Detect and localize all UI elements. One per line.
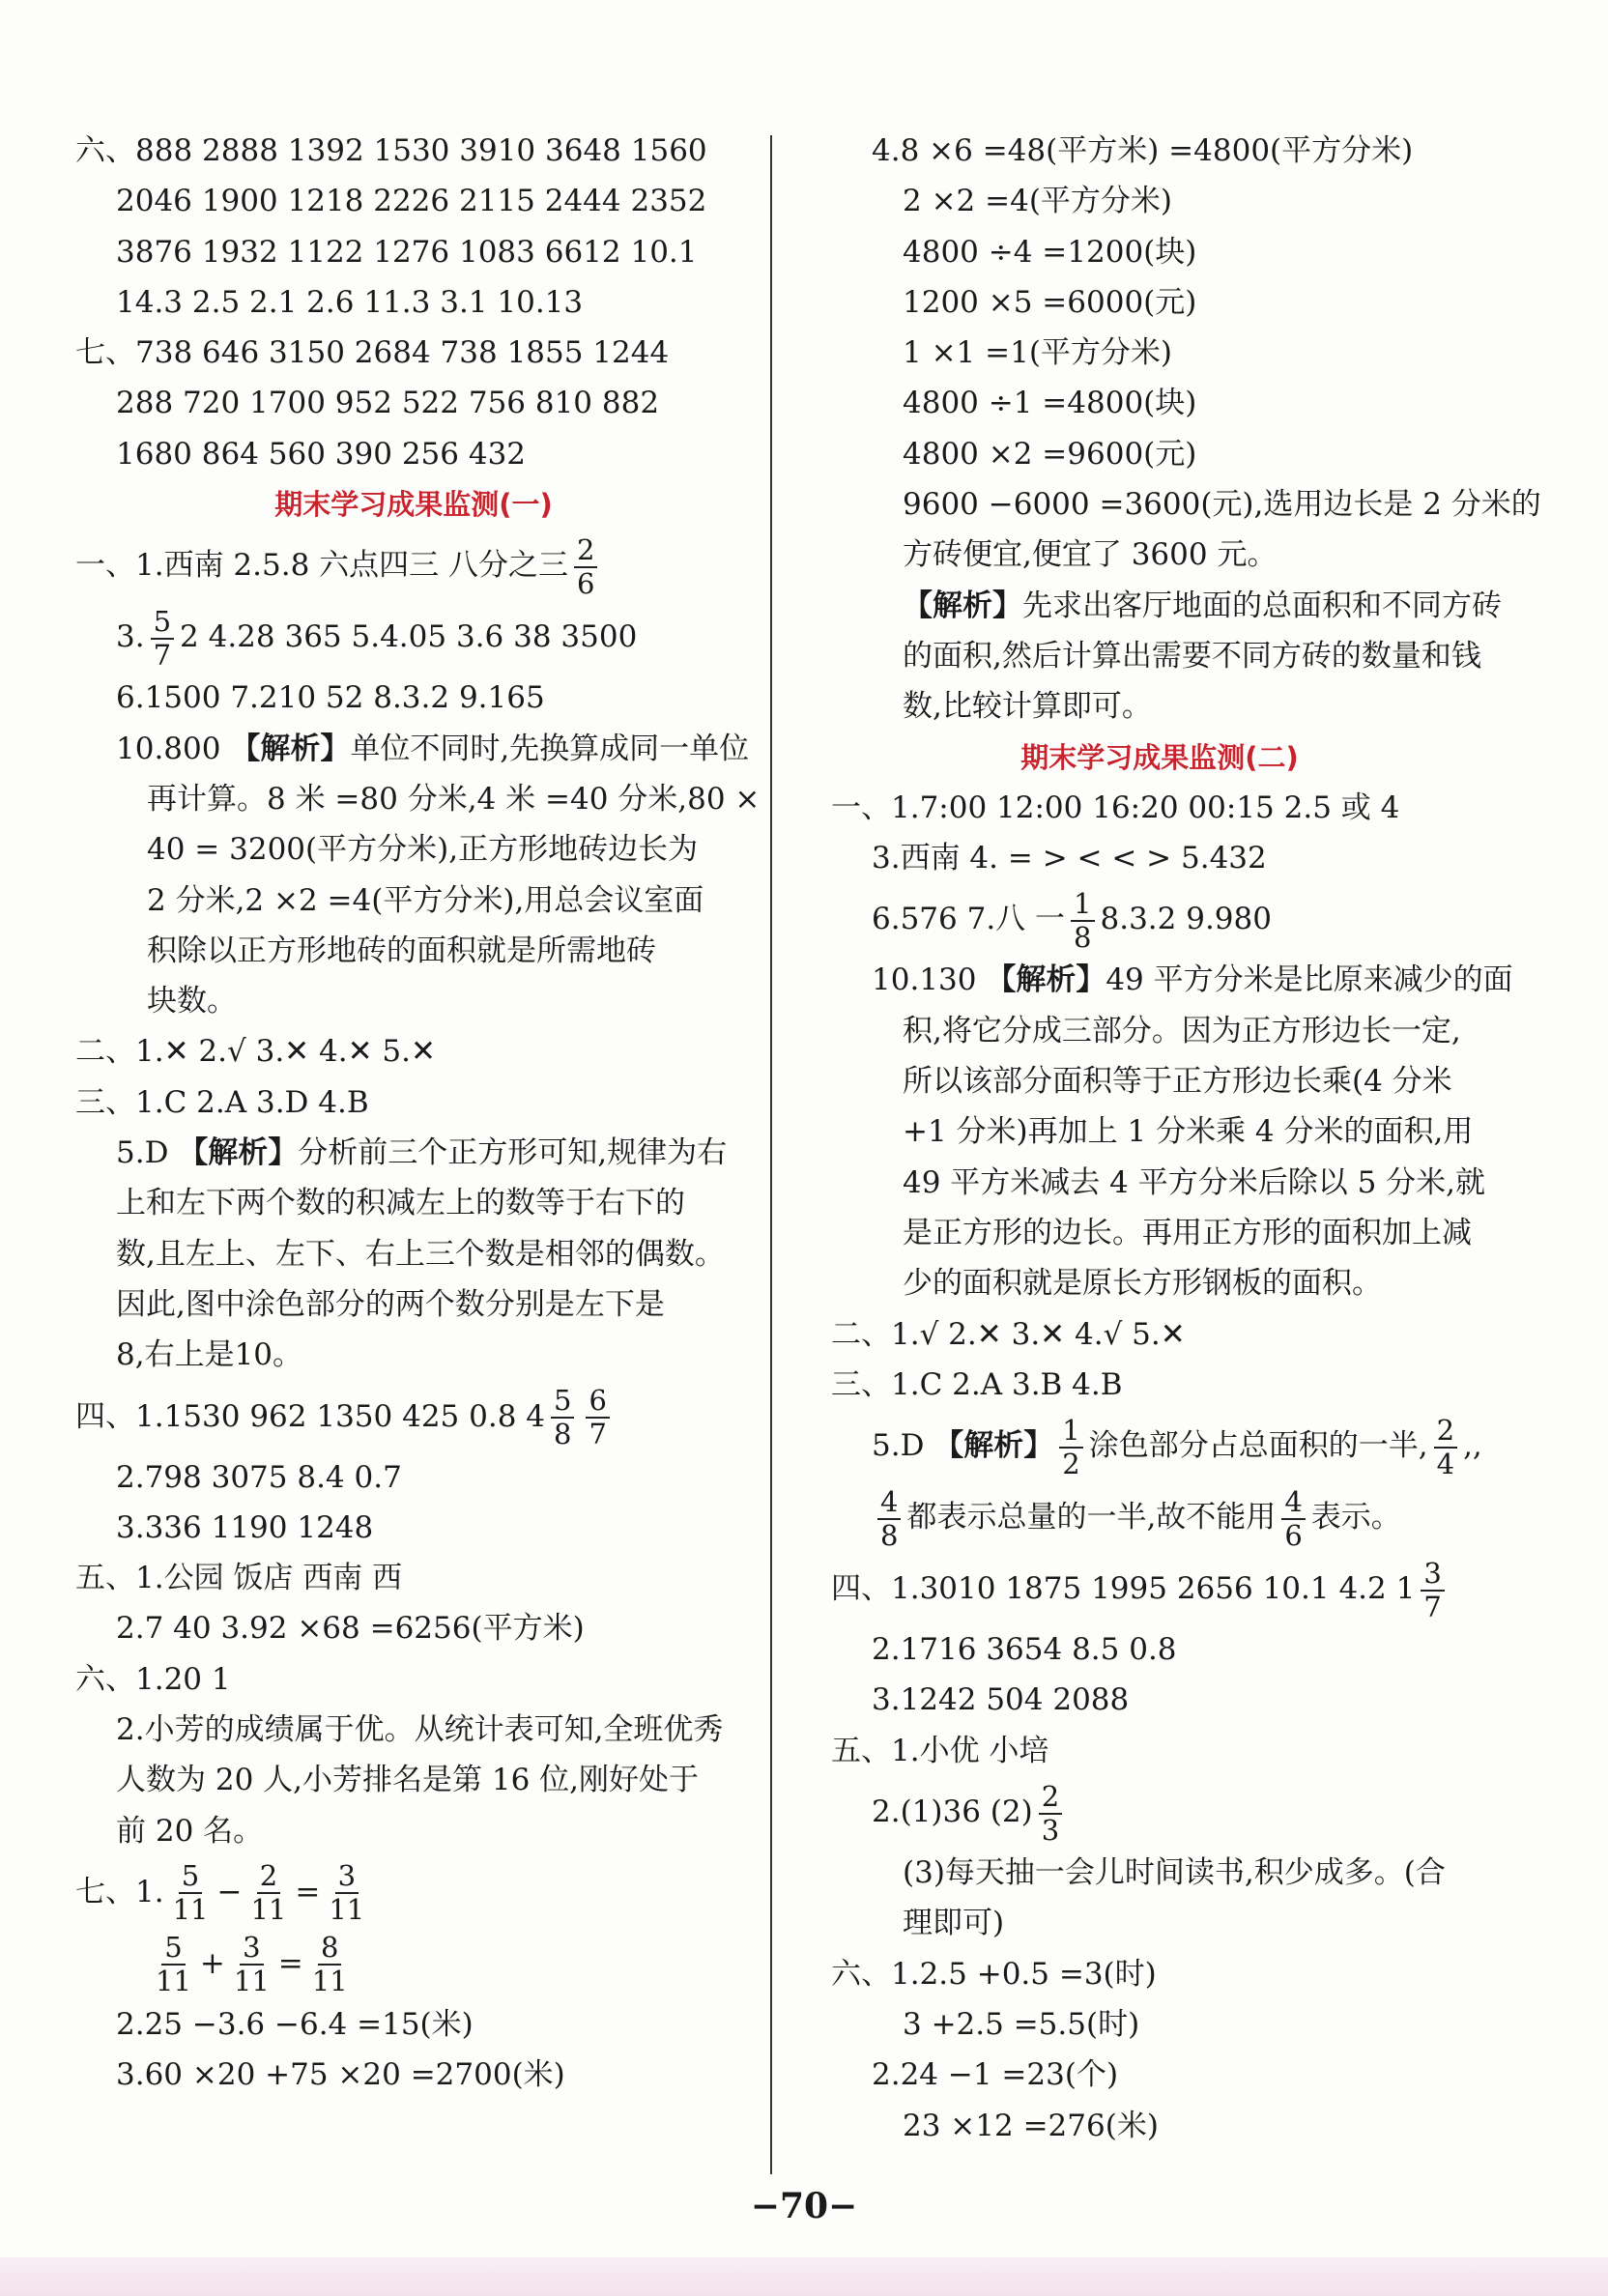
answer-line xyxy=(75,1603,752,1653)
answer-line xyxy=(75,1128,752,1178)
answer-line xyxy=(831,277,1488,328)
numerator: 2 xyxy=(1434,1417,1457,1449)
fraction xyxy=(153,1931,194,1998)
fraction xyxy=(1434,1413,1457,1480)
answer-line xyxy=(75,926,752,976)
answer-text: 5.D xyxy=(116,1135,179,1171)
answer-text: 8.3.2 9.980 xyxy=(1100,902,1272,937)
denominator: 11 xyxy=(311,1965,348,1998)
numerator: 5 xyxy=(161,1934,185,1966)
answer-text: 六、1.20 1 xyxy=(75,1661,231,1697)
answer-text: 14.3 2.5 2.1 2.6 11.3 3.1 10.13 xyxy=(116,284,584,320)
denominator: 11 xyxy=(250,1893,287,1927)
answer-text: 三、1.C 2.A 3.B 4.B xyxy=(831,1366,1123,1402)
answer-text: 四、1.3010 1875 1995 2656 10.1 4.2 1 xyxy=(831,1571,1416,1607)
bottom-band xyxy=(0,2257,1608,2296)
numerator: 5 xyxy=(179,1862,202,1894)
answer-line xyxy=(831,429,1488,479)
answer-text: 少的面积就是原长方形钢板的面积。 xyxy=(903,1266,1382,1302)
fraction xyxy=(1071,886,1094,954)
answer-text: 1 ×1 =1(平方分米) xyxy=(903,335,1173,371)
answer-text: (3)每天抽一会儿时间读书,积少成多。(合 xyxy=(903,1855,1446,1891)
answer-text: 六、888 2888 1392 1530 3910 3648 1560 xyxy=(75,133,707,168)
answer-text: 数,比较计算即可。 xyxy=(903,689,1152,725)
fraction xyxy=(1059,1413,1082,1480)
answer-line xyxy=(831,1309,1488,1360)
answer-line xyxy=(75,976,752,1026)
answer-line xyxy=(831,227,1488,277)
answer-line xyxy=(831,1898,1488,1948)
answer-text: 2.798 3075 8.4 0.7 xyxy=(116,1459,402,1495)
answer-line xyxy=(831,1848,1488,1898)
page-number: −70− xyxy=(750,2186,858,2226)
answer-line xyxy=(831,1949,1488,1999)
answer-text: 1200 ×5 =6000(元) xyxy=(903,284,1197,320)
fraction xyxy=(1039,1779,1062,1847)
fraction xyxy=(586,1384,609,1451)
answer-text: 3.60 ×20 +75 ×20 =2700(米) xyxy=(116,2057,565,2093)
answer-text: 七、738 646 3150 2684 738 1855 1244 xyxy=(75,335,670,371)
fraction xyxy=(151,604,174,672)
answer-text: 3.西南 4. = > < < > 5.432 xyxy=(872,841,1267,876)
answer-text: 4800 ×2 =9600(元) xyxy=(903,436,1197,472)
answer-text: 二、1.√ 2.✕ 3.✕ 4.√ 5.✕ xyxy=(831,1316,1186,1352)
answer-line xyxy=(75,2050,752,2100)
numerator: 3 xyxy=(240,1934,263,1966)
answer-line xyxy=(75,1330,752,1380)
denominator: 8 xyxy=(880,1518,899,1552)
answer-text: 块数。 xyxy=(147,984,237,1019)
answer-line xyxy=(75,1229,752,1279)
answer-line xyxy=(75,824,752,875)
answer-text: 二、1.✕ 2.√ 3.✕ 4.✕ 5.✕ xyxy=(75,1034,436,1070)
answer-text: 3876 1932 1122 1276 1083 6612 10.1 xyxy=(116,234,698,270)
answer-line xyxy=(831,2101,1488,2151)
answer-text: 6.1500 7.210 52 8.3.2 9.165 xyxy=(116,680,545,716)
answer-text: 人数为 20 人,小芳排名是第 16 位,刚好处于 xyxy=(116,1763,700,1798)
answer-text: 四、1.1530 962 1350 425 0.8 4 xyxy=(75,1398,545,1434)
answer-line xyxy=(75,1077,752,1128)
answer-line xyxy=(831,530,1488,580)
answer-text: 2.1716 3654 8.5 0.8 xyxy=(872,1632,1177,1668)
answer-line xyxy=(75,126,752,176)
answer-line xyxy=(831,681,1488,732)
answer-line xyxy=(831,1208,1488,1258)
answer-line xyxy=(75,1999,752,2050)
answer-text: 4.8 ×6 =48(平方米) =4800(平方分米) xyxy=(872,133,1414,168)
answer-text: = xyxy=(277,1945,303,1981)
answer-text: 理即可) xyxy=(903,1906,1005,1941)
analysis-tag: 【解析】 xyxy=(230,731,351,766)
denominator: 7 xyxy=(153,638,172,672)
analysis-tag: 【解析】 xyxy=(178,1135,299,1171)
section-heading: 期末学习成果监测(一) xyxy=(274,488,553,522)
answer-text: 一、1.7:00 12:00 16:20 00:15 2.5 或 4 xyxy=(831,789,1400,825)
answer-text: 表示。 xyxy=(1310,1500,1401,1535)
answer-line xyxy=(75,429,752,479)
answer-text: 一、1.西南 2.5.8 六点四三 八分之三 xyxy=(75,548,569,584)
answer-text: 8,右上是10。 xyxy=(116,1337,303,1373)
answer-line xyxy=(831,1481,1488,1553)
answer-line xyxy=(75,176,752,226)
answer-line xyxy=(831,833,1488,883)
answer-text: 单位不同时,先换算成同一单位 xyxy=(350,731,750,766)
answer-line xyxy=(75,1026,752,1076)
answer-line xyxy=(831,1258,1488,1308)
answer-text: 前 20 名。 xyxy=(116,1813,264,1849)
answer-text: 都表示总量的一半,故不能用 xyxy=(906,1500,1277,1535)
denominator: 7 xyxy=(1423,1590,1442,1623)
answer-line xyxy=(75,1856,752,1928)
answer-text: 3. xyxy=(116,619,145,655)
answer-line xyxy=(831,883,1488,955)
answer-line xyxy=(831,1006,1488,1056)
answer-text: 三、1.C 2.A 3.D 4.B xyxy=(75,1084,369,1120)
answer-text: 3 +2.5 =5.5(时) xyxy=(903,2006,1140,2042)
answer-text: 数,且左上、左下、右上三个数是相邻的偶数。 xyxy=(116,1236,725,1272)
answer-text: 方砖便宜,便宜了 3600 元。 xyxy=(903,537,1278,573)
answer-line xyxy=(75,1705,752,1755)
answer-line xyxy=(75,1503,752,1553)
numerator: 5 xyxy=(151,608,174,640)
answer-line xyxy=(831,1410,1488,1481)
denominator: 11 xyxy=(329,1893,365,1927)
answer-line xyxy=(831,1056,1488,1106)
numerator: 2 xyxy=(1039,1783,1062,1815)
answer-text: 五、1.小优 小培 xyxy=(831,1733,1049,1768)
answer-text: 七、1. xyxy=(75,1874,164,1909)
section-heading: 期末学习成果监测(二) xyxy=(1020,740,1299,774)
fraction xyxy=(231,1931,273,1998)
analysis-tag: 【解析】 xyxy=(903,588,1022,623)
denominator: 3 xyxy=(1041,1813,1060,1847)
denominator: 11 xyxy=(156,1965,191,1998)
numerator: 8 xyxy=(318,1934,341,1966)
answer-line xyxy=(831,1776,1488,1848)
answer-line xyxy=(831,1158,1488,1208)
denominator: 8 xyxy=(554,1418,572,1451)
answer-line xyxy=(75,530,752,601)
answer-line xyxy=(75,601,752,673)
answer-text: 2 分米,2 ×2 =4(平方分米),用总会议室面 xyxy=(147,882,704,918)
denominator: 2 xyxy=(1062,1447,1080,1480)
answer-text: + xyxy=(199,1945,225,1981)
answer-text: = xyxy=(295,1874,321,1909)
answer-text: 5.D xyxy=(872,1428,934,1464)
answer-text: 10.130 xyxy=(872,962,987,998)
answer-text: 2.小芳的成绩属于优。从统计表可知,全班优秀 xyxy=(116,1712,724,1748)
answer-line xyxy=(831,1360,1488,1410)
answer-text: 2 ×2 =4(平方分米) xyxy=(903,184,1173,219)
numerator: 2 xyxy=(257,1862,280,1894)
answer-text: 49 平方分米是比原来减少的面 xyxy=(1106,962,1513,998)
denominator: 11 xyxy=(172,1893,209,1927)
answer-text: 2.24 −1 =23(个) xyxy=(872,2057,1119,2093)
numerator: 1 xyxy=(1059,1417,1082,1449)
fraction xyxy=(1281,1484,1305,1552)
answer-text: 49 平方米减去 4 平方分米后除以 5 分米,就 xyxy=(903,1164,1486,1200)
answer-text: 上和左下两个数的积减左上的数等于右下的 xyxy=(116,1186,685,1221)
answer-line xyxy=(831,378,1488,428)
fraction xyxy=(877,1484,901,1552)
answer-line xyxy=(75,1806,752,1856)
answer-text: 的面积,然后计算出需要不同方砖的数量和钱 xyxy=(903,638,1481,674)
answer-line xyxy=(831,1624,1488,1675)
denominator: 7 xyxy=(589,1418,607,1451)
answer-line xyxy=(75,378,752,428)
answer-text: 六、1.2.5 +0.5 =3(时) xyxy=(831,1956,1157,1992)
answer-text: 3.336 1190 1248 xyxy=(116,1509,374,1545)
numerator: 4 xyxy=(877,1488,901,1520)
answer-text: 23 ×12 =276(米) xyxy=(903,2108,1159,2143)
answer-line xyxy=(831,126,1488,176)
answer-text: , xyxy=(1472,1428,1482,1464)
numerator: 5 xyxy=(551,1387,574,1419)
answer-line xyxy=(831,1553,1488,1624)
answer-text: 是正方形的边长。再用正方形的面积加上减 xyxy=(903,1215,1472,1250)
answer-line xyxy=(75,673,752,723)
answer-line xyxy=(75,277,752,328)
answer-text: 4800 ÷1 =4800(块) xyxy=(903,386,1197,421)
answer-text: 4800 ÷4 =1200(块) xyxy=(903,234,1197,270)
fraction xyxy=(326,1859,367,1927)
answer-line xyxy=(831,328,1488,378)
answer-line xyxy=(75,1178,752,1228)
column-divider xyxy=(770,135,772,2174)
answer-line xyxy=(75,875,752,926)
answer-line xyxy=(75,774,761,824)
answer-text: 40 = 3200(平方分米),正方形地砖边长为 xyxy=(147,832,699,868)
denominator: 8 xyxy=(1074,920,1092,954)
answer-line xyxy=(75,1381,752,1452)
denominator: 4 xyxy=(1436,1447,1455,1480)
answer-text: 288 720 1700 952 522 756 810 882 xyxy=(116,386,660,421)
right-answer-column xyxy=(831,126,1541,2151)
fraction xyxy=(170,1859,212,1927)
answer-line xyxy=(75,328,752,378)
numerator: 2 xyxy=(574,536,597,568)
answer-line xyxy=(831,176,1488,226)
analysis-tag: 【解析】 xyxy=(933,1428,1054,1464)
answer-text: 先求出客厅地面的总面积和不同方砖 xyxy=(1022,588,1502,623)
answer-line xyxy=(831,783,1488,833)
numerator: 1 xyxy=(1071,890,1094,922)
answer-line xyxy=(75,227,752,277)
numerator: 4 xyxy=(1281,1488,1305,1520)
answer-text: , xyxy=(1463,1428,1473,1464)
answer-text: 9600 −6000 =3600(元),选用边长是 2 分米的 xyxy=(903,487,1541,523)
answer-line xyxy=(75,1279,752,1330)
numerator: 6 xyxy=(586,1387,609,1419)
answer-line xyxy=(75,1755,752,1805)
numerator: 3 xyxy=(1421,1560,1444,1592)
fraction xyxy=(551,1384,574,1451)
answer-text: 所以该部分面积等于正方形边长乘(4 分米 xyxy=(903,1064,1452,1100)
answer-line xyxy=(831,1726,1488,1776)
answer-line xyxy=(75,1928,752,1999)
denominator: 6 xyxy=(577,566,595,600)
answer-text: 2046 1900 1218 2226 2115 2444 2352 xyxy=(116,184,707,219)
answer-line xyxy=(75,1654,752,1705)
answer-line xyxy=(75,1452,752,1503)
answer-line xyxy=(831,1106,1488,1157)
answer-line xyxy=(831,631,1488,681)
answer-text: 因此,图中涂色部分的两个数分别是左下是 xyxy=(116,1286,665,1322)
answer-text: 6.576 7.八 一 xyxy=(872,902,1066,937)
answer-text: 2.25 −3.6 −6.4 =15(米) xyxy=(116,2006,474,2042)
answer-line xyxy=(831,2050,1488,2100)
answer-text: 积,将它分成三部分。因为正方形边长一定, xyxy=(903,1013,1461,1048)
answer-line xyxy=(831,1999,1488,2050)
answer-text: 2.7 40 3.92 ×68 =6256(平方米) xyxy=(116,1611,585,1647)
answer-line xyxy=(831,581,1502,631)
answer-line xyxy=(75,1553,752,1603)
answer-line xyxy=(831,1675,1488,1725)
fraction xyxy=(247,1859,289,1927)
answer-text: 3.1242 504 2088 xyxy=(872,1682,1130,1718)
denominator: 11 xyxy=(233,1965,270,1998)
answer-text: 积除以正方形地砖的面积就是所需地砖 xyxy=(147,933,656,968)
answer-text: 2.(1)36 (2) xyxy=(872,1794,1033,1830)
answer-line xyxy=(831,479,1541,530)
answer-text: 分析前三个正方形可知,规律为右 xyxy=(298,1135,728,1171)
answer-text: 1680 864 560 390 256 432 xyxy=(116,436,527,472)
fraction xyxy=(574,532,597,600)
answer-text: − xyxy=(216,1874,243,1909)
answer-line xyxy=(75,724,752,774)
numerator: 3 xyxy=(335,1862,359,1894)
answer-text: 2 4.28 365 5.4.05 3.6 38 3500 xyxy=(180,619,638,655)
answer-text: 再计算。8 米 =80 分米,4 米 =40 分米,80 × xyxy=(147,781,761,817)
left-answer-column xyxy=(75,126,761,2101)
fraction xyxy=(309,1931,351,1998)
answer-text: 10.800 xyxy=(116,731,231,766)
answer-text: 五、1.公园 饭店 西南 西 xyxy=(75,1561,403,1596)
answer-line xyxy=(831,955,1513,1005)
fraction xyxy=(1421,1556,1444,1623)
answer-text: 涂色部分占总面积的一半, xyxy=(1088,1428,1428,1464)
analysis-tag: 【解析】 xyxy=(986,962,1106,998)
answer-text: +1 分米)再加上 1 分米乘 4 分米的面积,用 xyxy=(903,1114,1474,1150)
denominator: 6 xyxy=(1284,1518,1303,1552)
